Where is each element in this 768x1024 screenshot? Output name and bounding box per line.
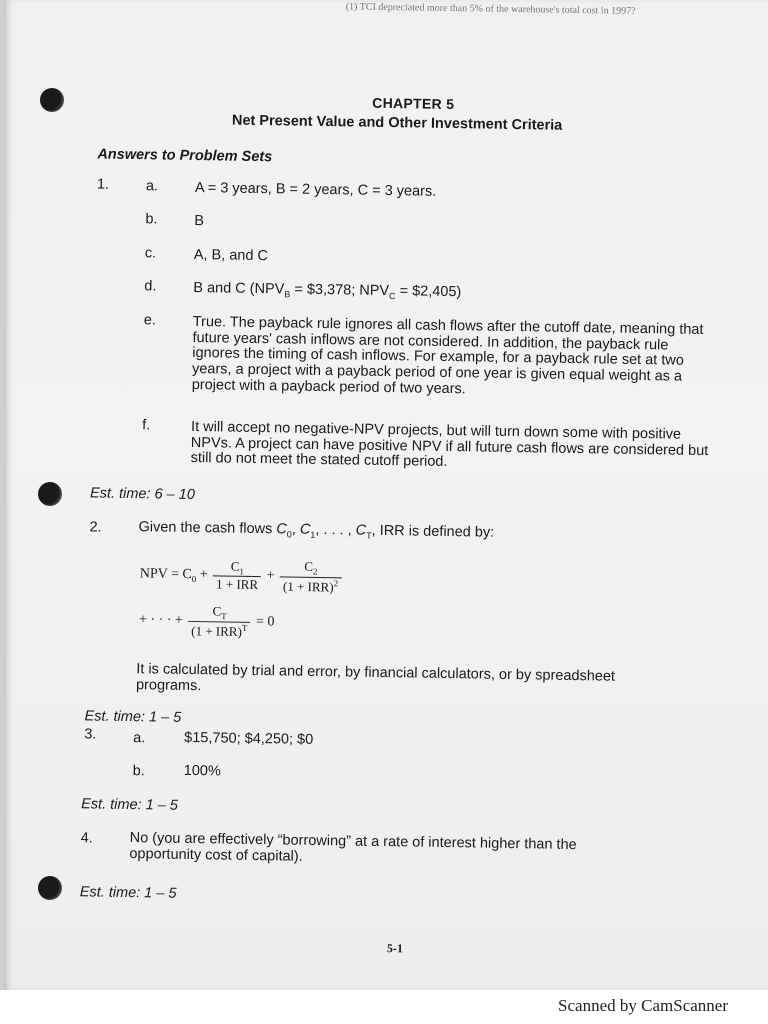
equation-term: = 0 — [255, 614, 275, 630]
answer-text: A = 3 years, B = 2 years, C = 3 years. — [194, 179, 437, 200]
fraction — [280, 558, 342, 595]
equation-operator: + — [199, 567, 208, 583]
fraction-denominator: 1 + IRR — [215, 576, 259, 593]
equation-subscript: 2 — [312, 566, 318, 577]
equation-superscript: T — [241, 622, 248, 633]
cash-flow-symbol: C — [276, 521, 287, 538]
fraction-numerator — [188, 603, 250, 623]
fraction-numerator — [280, 558, 341, 578]
page-number: 5-1 — [386, 941, 404, 956]
cash-flow-subscript: T — [366, 530, 372, 541]
problem-number: 1. — [96, 176, 110, 193]
equation-term: C — [230, 558, 240, 574]
cash-flow-subscript: 1 — [310, 529, 316, 540]
cash-flow-symbol: C — [355, 522, 367, 539]
est-time: Est. time: 1 – 5 — [81, 796, 179, 814]
irr-equation-line-1 — [140, 556, 344, 595]
section-heading: Answers to Problem Sets — [97, 146, 273, 166]
equation-term: NPV = C — [139, 566, 192, 583]
irr-intro-text: , IRR is defined by: — [371, 522, 495, 541]
chapter-label: CHAPTER 5 — [372, 94, 455, 113]
item-label: a. — [133, 730, 146, 747]
equation-operator: + · · · + — [138, 612, 183, 629]
irr-closing-text: It is calculated by trial and error, by financial calculators, or by spreadsheet programs. — [135, 661, 616, 694]
equation-subscript: T — [221, 611, 227, 622]
header-note: (1) TCI depreciated more than 5% of the warehouse's total cost in 1997? — [345, 1, 636, 17]
answer-text: B — [194, 212, 205, 230]
fraction-denominator — [188, 622, 250, 640]
equation-term: C — [212, 603, 222, 619]
fraction — [188, 603, 251, 640]
est-time: Est. time: 1 – 5 — [79, 884, 177, 902]
npv-text: B and C (NPV — [193, 279, 285, 298]
item-label: b. — [145, 211, 158, 228]
equation-subscript: 1 — [239, 566, 244, 577]
fraction-numerator — [213, 558, 261, 577]
cash-flow-symbol: C — [299, 521, 311, 538]
answer-paragraph: No (you are effectively “borrowing” at a rate of interest higher than the opportunity cost of capital). — [129, 830, 577, 865]
equation-term: (1 + IRR) — [282, 578, 334, 595]
problem-number: 3. — [84, 726, 97, 743]
est-time: Est. time: 6 – 10 — [89, 485, 195, 504]
item-label: e. — [143, 312, 157, 329]
item-label: b. — [132, 763, 145, 780]
scanned-page — [4, 0, 768, 990]
irr-intro: Given the cash flows $C_0$, $C_1$, . . . , $C_T$, IRR is defined by: — [138, 519, 495, 541]
item-label: f. — [142, 417, 151, 434]
npv-text: = $2,405) — [395, 283, 462, 301]
problem-number: 4. — [80, 830, 93, 847]
npv-text: = $3,378; NPV — [290, 281, 390, 300]
scanner-footer-bar — [0, 990, 768, 1024]
fraction-denominator — [280, 577, 341, 595]
answer-text: $15,750; $4,250; $0 — [184, 729, 314, 748]
cash-flow-subscript: 0 — [286, 529, 292, 540]
npv-subscript: B — [284, 289, 291, 300]
item-label: c. — [144, 245, 157, 262]
answer-text: A, B, and C — [193, 246, 269, 265]
chapter-title: Net Present Value and Other Investment Criteria — [231, 112, 563, 134]
answer-text: 100% — [183, 762, 221, 780]
npv-subscript: C — [388, 290, 396, 302]
answer-paragraph: It will accept no negative-NPV projects, but will turn down some with positive NPVs. A project can have positive NPV if all future cash flows are considered but still do not meet the stated cutoff period. — [190, 418, 709, 471]
problem-number: 2. — [89, 519, 102, 536]
est-time: Est. time: 1 – 5 — [84, 708, 182, 726]
equation-operator: + — [266, 568, 275, 584]
item-label: a. — [145, 178, 159, 195]
scanner-watermark: Scanned by CamScanner — [558, 996, 728, 1015]
ellipsis: , . . . , — [315, 521, 356, 539]
equation-term: (1 + IRR) — [191, 622, 242, 639]
fraction — [213, 558, 262, 593]
answer-paragraph: True. The payback rule ignores all cash flows after the cutoff date, meaning that future years' cash inflows are not considered. In addition, the payback rule ignores the timing of cash inflows. For example, for a payback rule set at two years, a project with a payback period of one year is given equal weight as a project with a payback period of two years. — [191, 313, 704, 397]
npv-answer — [193, 281, 461, 303]
item-label: d. — [144, 278, 157, 295]
equation-term: C — [304, 558, 314, 574]
irr-intro-text: Given the cash flows — [138, 519, 277, 538]
equation-subscript: 0 — [191, 573, 197, 585]
equation-superscript: 2 — [333, 577, 339, 588]
irr-equation-line-2 — [139, 602, 275, 640]
